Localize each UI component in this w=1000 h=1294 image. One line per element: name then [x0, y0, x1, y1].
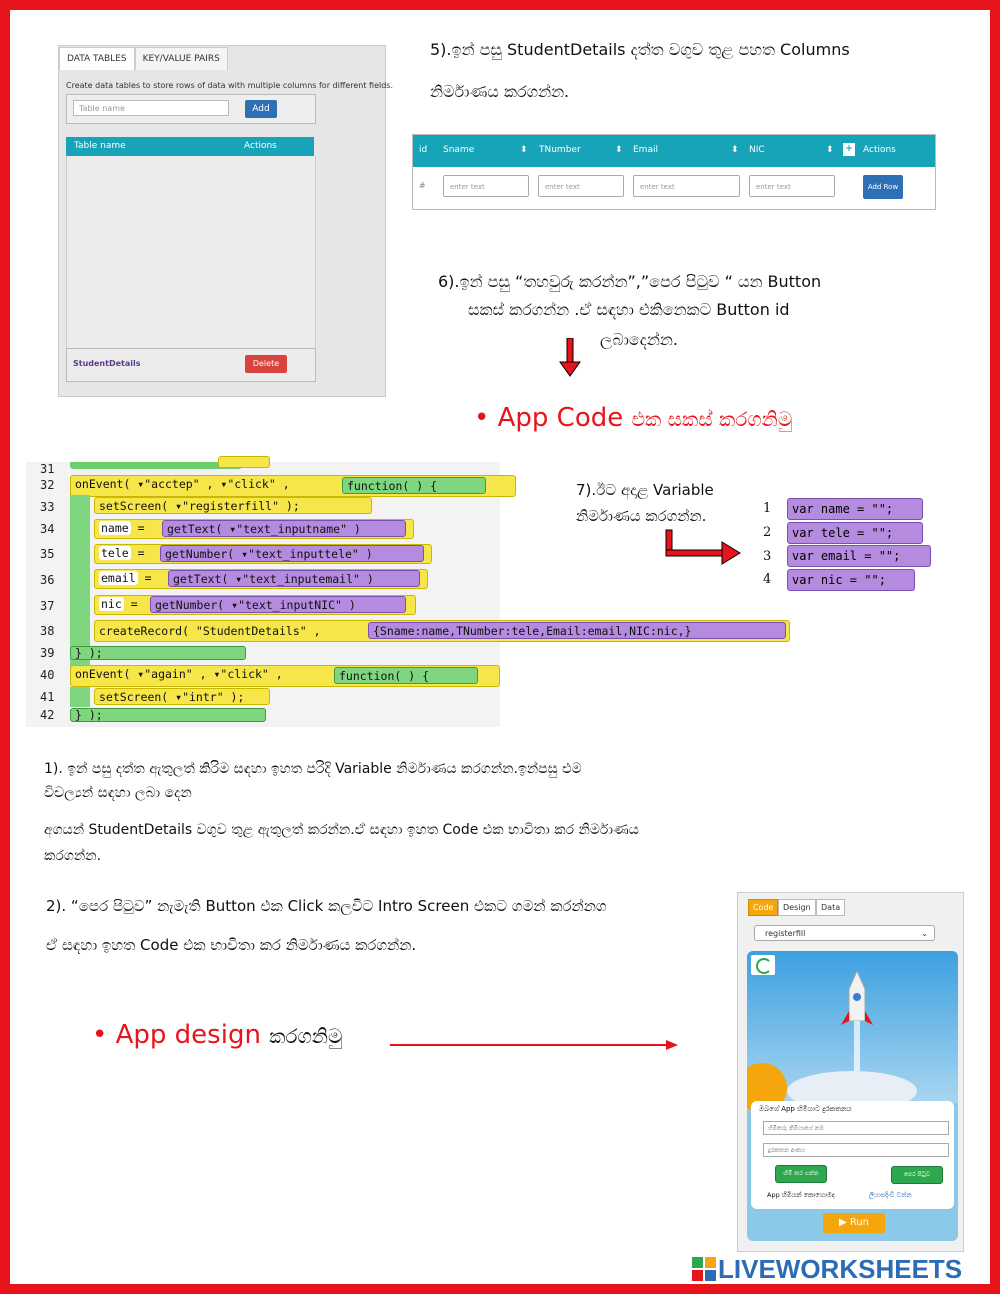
owner-name-input[interactable] — [763, 1121, 949, 1135]
code-get-number-tele-text: getNumber( ▾"text_inputtele" ) — [165, 547, 373, 561]
line-number: 2 — [763, 525, 772, 540]
tab-code[interactable]: Code — [748, 899, 778, 916]
col-actions: Actions — [244, 141, 277, 151]
code-get-text-name-text: getText( ▾"text_inputname" ) — [167, 522, 361, 536]
liveworksheets-wordmark: LIVEWORKSHEETS — [718, 1254, 963, 1284]
chevron-down-icon: ⌄ — [921, 929, 928, 938]
sort-icon[interactable]: ⬍ — [731, 145, 739, 155]
step5-line2: නිර්මාණය කරගන්න. — [430, 82, 570, 101]
nic-input[interactable]: enter text — [749, 175, 835, 197]
col-id: id — [419, 145, 428, 155]
data-tables-panel — [58, 45, 394, 397]
tables-body — [66, 156, 316, 349]
code-block-end — [70, 462, 242, 469]
col-nic: NIC — [749, 145, 765, 155]
line-number: 36 — [40, 573, 55, 587]
line-number: 1 — [763, 501, 772, 516]
code-get-text-email[interactable] — [168, 570, 420, 587]
add-column-icon[interactable]: + — [843, 143, 855, 156]
code-set-screen[interactable] — [94, 497, 372, 514]
add-table-button[interactable]: Add — [245, 100, 277, 118]
line-number: 4 — [763, 572, 772, 587]
back-button[interactable]: පෙර පිටුව — [891, 1166, 943, 1184]
para2-line2: ඒ සඳහා ඉහත Code එක භාවිතා කර නිර්මාණය කරගන්න. — [46, 936, 417, 954]
code-get-number-nic[interactable] — [150, 596, 406, 613]
code-close-brace — [70, 646, 246, 660]
para1-line1: 1). ඉන් පසු දත්ත ඇතුලත් කිරිම සඳහා ඉහත පරිදි Variable නිර්මාණය කරගන්න.ඉන්පසු එම — [44, 761, 582, 777]
col-email: Email — [633, 145, 658, 155]
code-create-record-text: createRecord( "StudentDetails" , — [99, 624, 321, 638]
app-logo — [751, 955, 775, 975]
code-get-number-nic-text: getNumber( ▾"text_inputNIC" ) — [155, 598, 356, 612]
para1-line4: කරගන්න. — [44, 848, 102, 864]
liveworksheets-logo — [692, 1254, 990, 1284]
table-name-input[interactable]: Table name — [73, 100, 229, 116]
phone-screen — [747, 951, 958, 1241]
phone-number-input[interactable] — [763, 1143, 949, 1157]
line-number: 35 — [40, 547, 55, 561]
para2-line1: 2). “පෙර පිටුව” නැමැති Button එක Click කලවිට Intro Screen එකට ගමන් කරන්නග — [46, 897, 607, 915]
code-equals: = — [137, 546, 145, 560]
para1-line2: විචල්‍යන් සඳහා ලබා දෙන — [44, 785, 192, 801]
col-table-name: Table name — [74, 141, 126, 151]
step5-line1: 5).ඉන් පසු StudentDetails දත්ත වගුව තුළ පහත Columns — [430, 40, 850, 59]
code-get-text-name[interactable] — [162, 520, 406, 537]
var-nic-block[interactable]: var nic = ""; — [787, 569, 915, 591]
code-function-text: function( ) { — [347, 479, 438, 493]
col-actions: Actions — [863, 145, 896, 155]
code-equals: = — [144, 571, 152, 585]
tnumber-input[interactable]: enter text — [538, 175, 624, 197]
step7-line1: 7).ඊට අදාළ Variable — [576, 481, 714, 499]
app-preview — [737, 892, 964, 1252]
footer-text: App හිමියන් කොහොමද — [767, 1191, 835, 1199]
step7-line2: නිර්මාණය කරගන්න. — [576, 507, 707, 525]
step6-line1: 6).ඉන් පසු “තහවුරු කරන්න”,”පෙර පිටුව “ යන Button — [438, 272, 822, 291]
run-button[interactable]: ▶ Run — [823, 1213, 885, 1233]
tab-design[interactable]: Design — [778, 899, 816, 916]
heading-app-code-main: App Code — [497, 403, 624, 433]
bullet-icon: • — [474, 403, 490, 433]
screen-select[interactable] — [754, 925, 935, 941]
right-arrow-icon — [664, 528, 744, 570]
line-number: 38 — [40, 624, 55, 638]
heading-app-design — [92, 1020, 342, 1050]
liveworksheets-logo-icon — [692, 1257, 716, 1281]
col-sname: Sname — [443, 145, 475, 155]
code-var-tele: tele — [101, 546, 129, 560]
code-equals: = — [137, 521, 145, 535]
table-row-name[interactable]: StudentDetails — [73, 359, 141, 368]
tab-data-tables[interactable]: DATA TABLES — [59, 47, 135, 70]
line-number: 33 — [40, 500, 55, 514]
var-email-block[interactable]: var email = ""; — [787, 545, 931, 567]
code-var-nic: nic — [101, 597, 122, 611]
form-card — [751, 1101, 954, 1209]
rocket-illustration — [747, 951, 958, 1103]
line-number: 41 — [40, 690, 55, 704]
col-tnumber: TNumber — [539, 145, 581, 155]
heading-app-code — [474, 403, 792, 433]
variables-block — [763, 491, 985, 595]
code-set-screen-intr[interactable] — [94, 688, 270, 705]
code-close-text: } ); — [75, 646, 103, 660]
code-var-name: name — [101, 521, 129, 535]
table-row — [66, 348, 316, 382]
tab-data[interactable]: Data — [816, 899, 845, 916]
sort-icon[interactable]: ⬍ — [826, 145, 834, 155]
down-arrow-icon — [558, 338, 582, 378]
line-number: 37 — [40, 599, 55, 613]
new-table-box — [66, 94, 316, 124]
owner-name-placeholder: හිමිකරු නිමියාගේ නම — [768, 1125, 824, 1132]
heading-app-design-main: App design — [115, 1020, 261, 1050]
code-var-email: email — [101, 571, 136, 585]
step6-line2: සකස් කරගන්න .ඒ සඳහා එකිනෙකට Button id — [468, 300, 790, 319]
row-id: # — [419, 181, 426, 190]
form-title: ඔබගේ App හිමියාට දුරකතනය — [759, 1105, 852, 1113]
line-number: 31 — [40, 462, 55, 476]
tab-key-value-pairs[interactable]: KEY/VALUE PAIRS — [135, 47, 228, 70]
email-input[interactable]: enter text — [633, 175, 740, 197]
code-equals: = — [130, 597, 138, 611]
code-set-screen-intr-text: setScreen( ▾"intr" ); — [99, 690, 245, 704]
heading-app-code-suffix: එක සකස් කරගනිමු — [631, 407, 793, 431]
line-number: 42 — [40, 708, 55, 722]
tables-header — [66, 137, 314, 156]
code-block-end — [218, 456, 270, 468]
rocket-icon — [827, 971, 887, 1081]
code-get-number-tele[interactable] — [160, 545, 424, 562]
code-on-event-acctep-text: onEvent( ▾"acctep" , ▾"click" , — [75, 477, 290, 491]
code-function-block[interactable] — [334, 667, 478, 684]
code-record-object[interactable] — [368, 622, 786, 639]
line-number: 32 — [40, 478, 55, 492]
var-name-block[interactable]: var name = ""; — [787, 498, 923, 520]
code-close-brace — [70, 708, 266, 722]
sort-icon[interactable]: ⬍ — [615, 145, 623, 155]
long-right-arrow-icon — [388, 1038, 680, 1052]
code-block-spine — [70, 687, 90, 707]
code-set-screen-text: setScreen( ▾"registerfill" ); — [99, 499, 300, 513]
confirm-button[interactable]: හිමි කර ගන්න — [775, 1165, 827, 1183]
step6-line3: ලබාදෙන්න. — [600, 330, 678, 349]
delete-table-button[interactable]: Delete — [245, 355, 287, 373]
screen-select-value: registerfill — [765, 929, 806, 938]
line-number: 40 — [40, 668, 55, 682]
line-number: 39 — [40, 646, 55, 660]
line-number: 34 — [40, 522, 55, 536]
code-record-object-text: {Sname:name,TNumber:tele,Email:email,NIC:nic,} — [373, 624, 692, 638]
code-function-block[interactable] — [342, 477, 486, 494]
var-tele-block[interactable]: var tele = ""; — [787, 522, 923, 544]
line-number: 3 — [763, 549, 772, 564]
code-on-event-again-text: onEvent( ▾"again" , ▾"click" , — [75, 667, 283, 681]
code-close-text: } ); — [75, 708, 103, 722]
sname-input[interactable]: enter text — [443, 175, 529, 197]
register-link[interactable]: ලියාපදිංචි වන්න — [869, 1191, 912, 1199]
columns-table — [412, 134, 936, 210]
bullet-icon: • — [92, 1020, 108, 1050]
sort-icon[interactable]: ⬍ — [520, 145, 528, 155]
para1-line3: අගයන් StudentDetails වගුව තුළ ඇතුලත් කරන්න.ඒ සඳහා ඉහත Code එක භාවිතා කර නිර්මාණය — [44, 822, 639, 838]
code-get-text-email-text: getText( ▾"text_inputemail" ) — [173, 572, 374, 586]
add-row-button[interactable]: Add Row — [863, 175, 903, 199]
columns-header — [413, 135, 935, 167]
phone-number-placeholder: දුරකතන අංකය — [768, 1147, 806, 1154]
code-function-text: function( ) { — [339, 669, 430, 683]
data-tables-description: Create data tables to store rows of data with multiple columns for different fields. — [66, 81, 394, 90]
heading-app-design-suffix: කරගනිමු — [269, 1024, 343, 1048]
